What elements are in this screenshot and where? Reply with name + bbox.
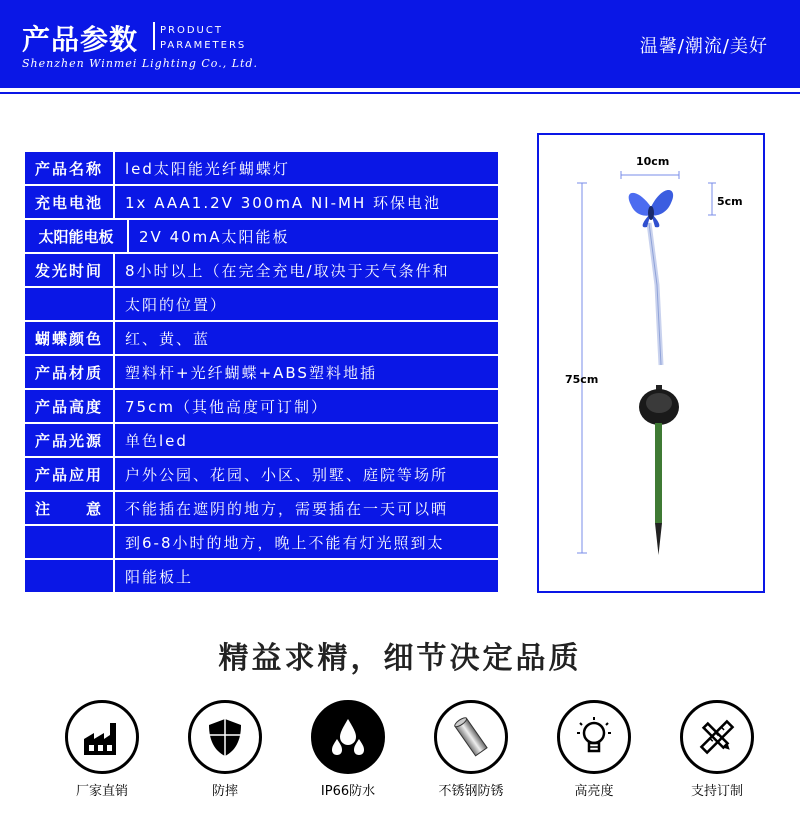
spec-row	[25, 424, 498, 456]
spec-value: 1x AAA1.2V 300mA NI-MH 环保电池	[115, 186, 498, 218]
spec-table	[25, 152, 498, 594]
spec-row	[25, 254, 498, 286]
spec-value: 到6-8小时的地方，晚上不能有灯光照到太	[115, 526, 498, 558]
feature-shield	[185, 700, 265, 799]
note-label-a: 注	[35, 499, 53, 518]
header-banner	[0, 0, 800, 88]
feature-waterproof	[308, 700, 388, 799]
spec-label	[25, 526, 113, 558]
spec-label: 充电电池	[25, 186, 113, 218]
spec-label: 产品材质	[25, 356, 113, 388]
spec-value: led太阳能光纤蝴蝶灯	[115, 152, 498, 184]
headline: 精益求精，细节决定品质	[218, 641, 582, 676]
feature-label: 支持订制	[690, 784, 743, 799]
spec-row	[25, 356, 498, 388]
spec-row	[25, 288, 498, 320]
spec-label	[25, 288, 113, 320]
spec-row	[25, 186, 498, 218]
spec-row	[25, 492, 498, 524]
dimension-total-height: 75cm	[565, 373, 599, 386]
spec-row	[25, 560, 498, 592]
spec-label: 产品名称	[25, 152, 113, 184]
spec-value: 单色led	[115, 424, 498, 456]
spec-row	[25, 526, 498, 558]
spec-label: 蝴蝶颜色	[25, 322, 113, 354]
spec-label: 产品高度	[25, 390, 113, 422]
spec-value: 户外公园、花园、小区、别墅、庭院等场所	[115, 458, 498, 490]
spec-label: 产品应用	[25, 458, 113, 490]
feature-customize	[677, 700, 757, 799]
slogan: 温馨/潮流/美好	[639, 36, 768, 57]
feature-label: 高亮度	[574, 784, 614, 799]
dimension-butterfly-height: 5cm	[717, 195, 743, 208]
spec-row	[25, 152, 498, 184]
title-en-line1: PRODUCT	[160, 25, 223, 36]
spec-value: 红、黄、蓝	[115, 322, 498, 354]
feature-label: 不锈钢防锈	[438, 784, 504, 799]
page-title: 产品参数	[22, 23, 139, 56]
spec-label: 产品光源	[25, 424, 113, 456]
spec-value: 2V 40mA太阳能板	[129, 220, 498, 252]
feature-factory	[62, 700, 142, 799]
title-divider	[153, 22, 155, 50]
feature-label: 防摔	[211, 784, 238, 799]
feature-label: 厂家直销	[75, 784, 128, 799]
shield-icon	[188, 700, 262, 774]
steel-tube-icon	[434, 700, 508, 774]
spec-value: 75cm（其他高度可订制）	[115, 390, 498, 422]
company-name: Shenzhen Winmei Lighting Co., Ltd.	[22, 57, 258, 70]
spec-value: 阳能板上	[115, 560, 498, 592]
spec-label: 发光时间	[25, 254, 113, 286]
spec-label	[25, 492, 113, 524]
water-drops-icon	[311, 700, 385, 774]
spec-row	[25, 458, 498, 490]
header-rule	[0, 92, 800, 94]
spec-value: 不能插在遮阴的地方，需要插在一天可以晒	[115, 492, 498, 524]
feature-label: IP66防水	[320, 784, 376, 799]
product-image-frame	[537, 133, 765, 593]
spec-label	[25, 560, 113, 592]
note-label-b: 意	[85, 499, 103, 518]
spec-value: 塑料杆+光纤蝴蝶+ABS塑料地插	[115, 356, 498, 388]
feature-stainless	[431, 700, 511, 799]
lightbulb-icon	[557, 700, 631, 774]
title-en-line2: PARAMETERS	[160, 40, 247, 51]
spec-row	[25, 220, 498, 252]
dimension-width: 10cm	[636, 155, 670, 168]
feature-brightness	[554, 700, 634, 799]
spec-label: 太阳能电板	[25, 220, 127, 252]
spec-value: 8小时以上（在完全充电/取决于天气条件和	[115, 254, 498, 286]
factory-icon	[65, 700, 139, 774]
tools-icon	[680, 700, 754, 774]
spec-row	[25, 322, 498, 354]
spec-row	[25, 390, 498, 422]
spec-value: 太阳的位置）	[115, 288, 498, 320]
